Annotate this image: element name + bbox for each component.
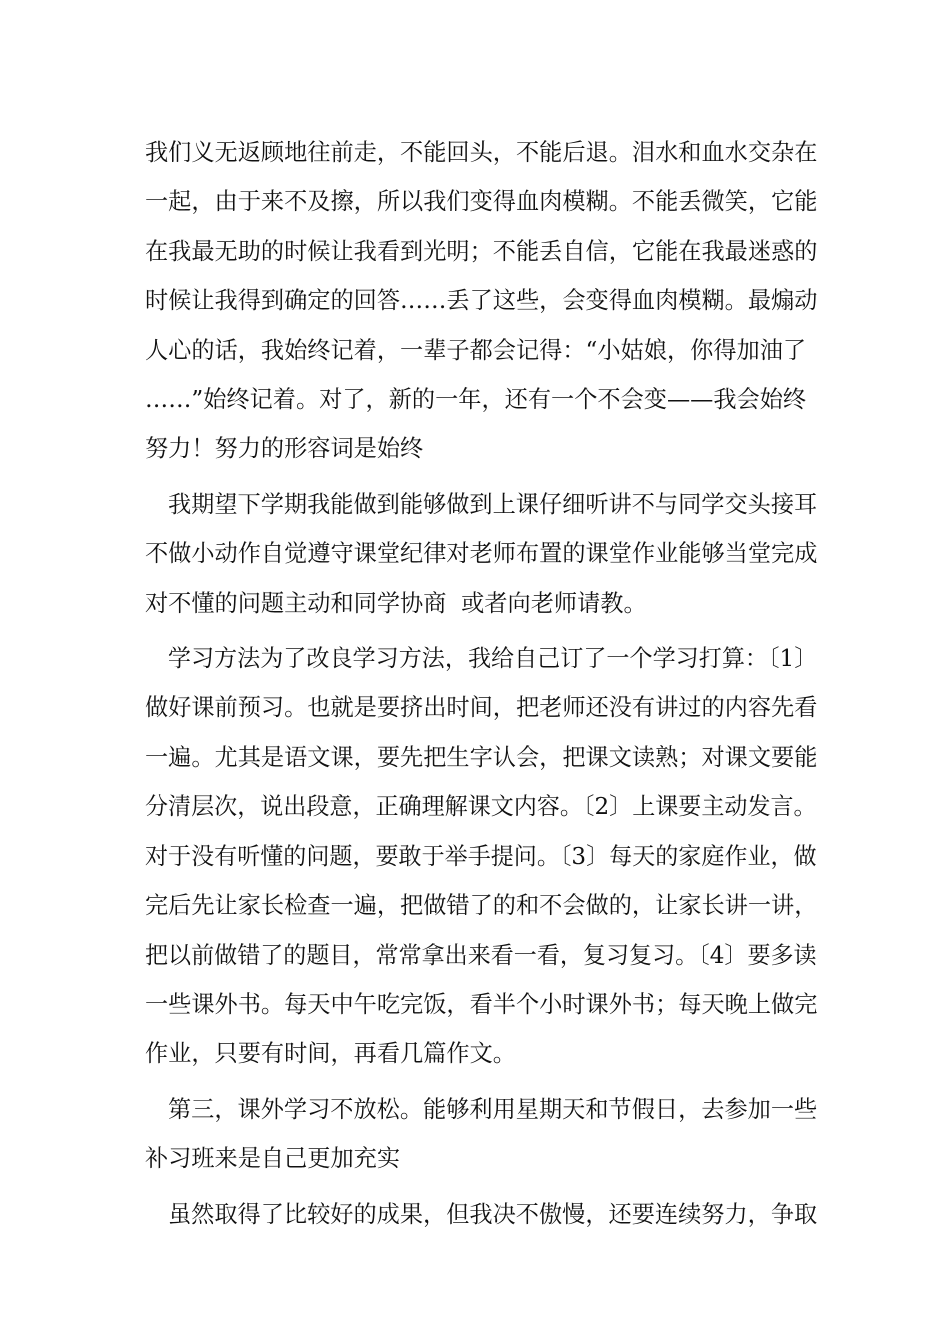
text-line: 一遍。尤其是语文课，要先把生字认会，把课文读熟；对课文要能 xyxy=(145,743,818,771)
text-line: 对于没有听懂的问题，要敢于举手提问。〔3〕每天的家庭作业，做 xyxy=(145,842,817,870)
text-line: 我期望下学期我能做到能够做到上课仔细听讲不与同学交头接耳 xyxy=(168,490,818,518)
text-line: 在我最无助的时候让我看到光明；不能丢自信，它能在我最迷惑的 xyxy=(145,237,818,265)
text-line: 做好课前预习。也就是要挤出时间，把老师还没有讲过的内容先看 xyxy=(145,694,818,722)
text-line: 不做小动作自觉遵守课堂纪律对老师布置的课堂作业能够当堂完成 xyxy=(145,540,818,568)
text-line: 人心的话，我始终记着，一辈子都会记得：“小姑娘，你得加油了 xyxy=(145,336,807,364)
text-line: 第三，课外学习不放松。能够利用星期天和节假日，去参加一些 xyxy=(168,1095,818,1123)
paragraph-4 xyxy=(145,1085,818,1184)
paragraph-5 xyxy=(145,1190,818,1239)
text-line: 学习方法为了改良学习方法，我给自己订了一个学习打算：〔1〕 xyxy=(167,645,818,673)
text-line: 一起，由于来不及擦，所以我们变得血肉模糊。不能丢微笑，它能 xyxy=(145,188,818,216)
paragraph-3 xyxy=(145,634,818,1079)
text-line: 补习班来是自己更加充实 xyxy=(145,1145,401,1173)
paragraph-1 xyxy=(145,128,818,474)
paragraph-2 xyxy=(145,480,818,628)
text-line: ……”始终记着。对了，新的一年，还有一个不会变——我会始终 xyxy=(145,386,807,414)
text-line: 对不懂的问题主动和同学协商 或者向老师请教。 xyxy=(145,589,647,617)
text-line: 虽然取得了比较好的成果，但我决不傲慢，还要连续努力，争取 xyxy=(168,1200,818,1228)
document-body xyxy=(145,128,818,1245)
text-line: 时候让我得到确定的回答……丢了这些，会变得血肉模糊。最煽动 xyxy=(145,287,818,315)
text-line: 把以前做错了的题目，常常拿出来看一看，复习复习。〔4〕要多读 xyxy=(145,941,817,969)
text-line: 作业，只要有时间，再看几篇作文。 xyxy=(145,1040,516,1068)
text-line: 一些课外书。每天中午吃完饭，看半个小时课外书；每天晚上做完 xyxy=(145,990,818,1018)
text-line: 分清层次，说出段意，正确理解课文内容。〔2〕上课要主动发言。 xyxy=(145,793,817,821)
text-line: 完后先让家长检查一遍，把做错了的和不会做的，让家长讲一讲， xyxy=(145,892,818,920)
text-line: 努力！努力的形容词是始终 xyxy=(145,435,424,463)
text-line: 我们义无返顾地往前走，不能回头，不能后退。泪水和血水交杂在 xyxy=(145,139,818,166)
